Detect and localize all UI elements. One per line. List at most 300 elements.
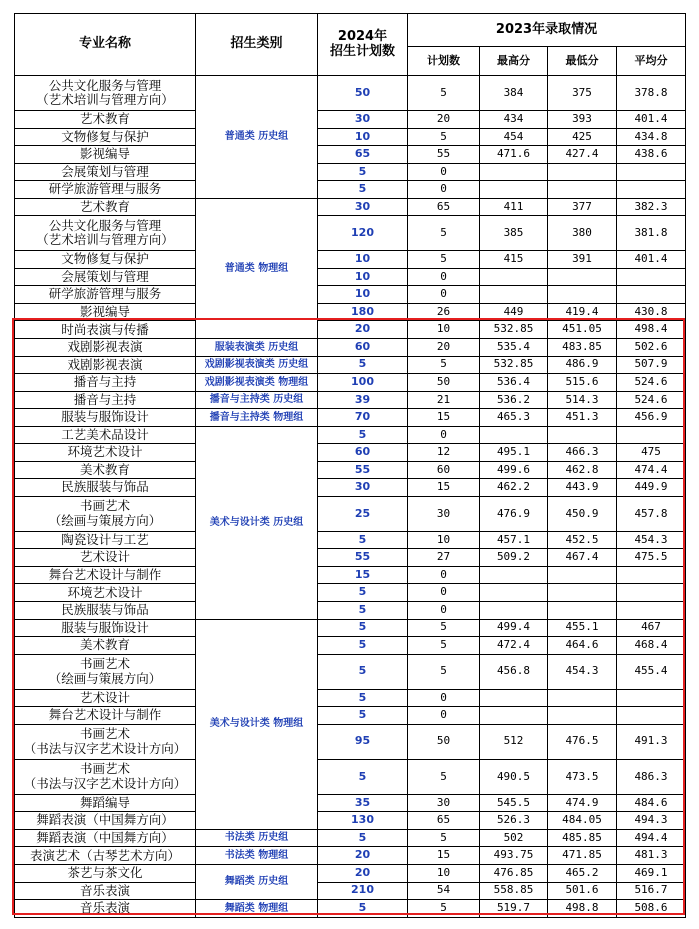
avg-score-cell: 469.1	[617, 865, 686, 883]
max-score-cell	[480, 181, 548, 199]
plan-count-cell: 0	[408, 707, 480, 725]
major-cell	[15, 601, 196, 619]
major-name-line: （书法与汉字艺术设计方向）	[23, 740, 187, 756]
min-score-cell: 419.4	[548, 303, 617, 321]
plan2024-cell: 5	[318, 829, 408, 847]
table-row	[15, 619, 686, 637]
max-score-cell	[480, 689, 548, 707]
table-row	[15, 479, 686, 497]
plan-count-cell: 26	[408, 303, 480, 321]
major-cell	[15, 374, 196, 392]
major-cell	[15, 584, 196, 602]
plan-count-cell: 5	[408, 654, 480, 689]
major-name-line: 会展策划与管理	[61, 268, 149, 284]
table-row	[15, 76, 686, 111]
plan2024-cell: 55	[318, 461, 408, 479]
min-score-cell	[548, 707, 617, 725]
category-cell: 戏剧影视表演类 历史组	[196, 356, 318, 374]
major-name-line: 艺术教育	[79, 111, 130, 127]
max-score-cell	[480, 268, 548, 286]
major-name-line: 文物修复与保护	[61, 251, 149, 267]
major-name-line: （艺术培训与管理方向）	[36, 92, 174, 108]
min-score-cell	[548, 689, 617, 707]
major-name-line: 艺术设计	[79, 549, 130, 565]
table-row	[15, 461, 686, 479]
major-cell	[15, 216, 196, 251]
major-cell	[15, 549, 196, 567]
plan2024-cell: 130	[318, 812, 408, 830]
min-score-cell: 451.3	[548, 409, 617, 427]
major-cell	[15, 128, 196, 146]
avg-score-cell: 378.8	[617, 76, 686, 111]
plan2024-cell: 5	[318, 601, 408, 619]
plan2024-cell: 5	[318, 689, 408, 707]
table-row	[15, 566, 686, 584]
major-cell	[15, 198, 196, 216]
major-name-line: 环境艺术设计	[67, 584, 143, 600]
major-name-line: 舞台艺术设计与制作	[48, 567, 162, 582]
major-name-line: （艺术培训与管理方向）	[36, 232, 174, 248]
plan2024-cell: 180	[318, 303, 408, 321]
major-name-line: 舞台艺术设计与制作	[48, 707, 162, 723]
min-score-cell: 466.3	[548, 444, 617, 462]
avg-score-cell	[617, 601, 686, 619]
plan-count-cell: 12	[408, 444, 480, 462]
table-body	[15, 76, 686, 918]
avg-score-cell	[617, 566, 686, 584]
plan2024-cell: 20	[318, 865, 408, 883]
plan2024-cell: 5	[318, 426, 408, 444]
max-score-cell: 512	[480, 724, 548, 759]
min-score-cell: 486.9	[548, 356, 617, 374]
major-name-line: 民族服装与饰品	[61, 602, 149, 618]
header-avg-score: 平均分	[617, 47, 686, 76]
max-score-cell: 434	[480, 111, 548, 129]
plan-count-cell: 5	[408, 829, 480, 847]
major-cell	[15, 759, 196, 794]
min-score-cell: 443.9	[548, 479, 617, 497]
table-row	[15, 251, 686, 269]
header-max-score: 最高分	[480, 47, 548, 76]
table-row	[15, 409, 686, 427]
plan2024-cell: 5	[318, 654, 408, 689]
plan2024-cell: 39	[318, 391, 408, 409]
min-score-cell: 391	[548, 251, 617, 269]
avg-score-cell: 484.6	[617, 794, 686, 812]
min-score-cell: 501.6	[548, 882, 617, 900]
avg-score-cell	[617, 268, 686, 286]
table-row	[15, 847, 686, 865]
category-cell: 书法类 历史组	[196, 829, 318, 847]
max-score-cell: 536.2	[480, 391, 548, 409]
max-score-cell: 490.5	[480, 759, 548, 794]
table-row	[15, 882, 686, 900]
plan-count-cell: 5	[408, 637, 480, 655]
category-cell: 普通类 物理组	[196, 198, 318, 338]
major-name-line: 时尚表演与传播	[61, 321, 149, 337]
plan2024-cell: 5	[318, 584, 408, 602]
max-score-cell	[480, 286, 548, 304]
min-score-cell: 483.85	[548, 339, 617, 357]
max-score-cell: 499.4	[480, 619, 548, 637]
max-score-cell: 462.2	[480, 479, 548, 497]
major-cell	[15, 829, 196, 847]
major-name-line: 影视编导	[79, 146, 130, 162]
major-cell	[15, 882, 196, 900]
major-name-line: 戏剧影视表演	[67, 356, 143, 372]
avg-score-cell: 455.4	[617, 654, 686, 689]
plan2024-cell: 5	[318, 637, 408, 655]
plan-count-cell: 27	[408, 549, 480, 567]
avg-score-cell	[617, 163, 686, 181]
table-row	[15, 601, 686, 619]
table-row	[15, 181, 686, 199]
max-score-cell: 476.9	[480, 496, 548, 531]
max-score-cell: 536.4	[480, 374, 548, 392]
plan-count-cell: 15	[408, 847, 480, 865]
max-score-cell: 456.8	[480, 654, 548, 689]
major-cell	[15, 286, 196, 304]
major-cell	[15, 461, 196, 479]
plan2024-cell: 20	[318, 321, 408, 339]
min-score-cell: 498.8	[548, 900, 617, 918]
major-name-line: （绘画与策展方向）	[48, 512, 162, 528]
category-cell: 播音与主持类 历史组	[196, 391, 318, 409]
major-cell	[15, 409, 196, 427]
major-name-line: 影视编导	[79, 304, 130, 320]
major-cell	[15, 163, 196, 181]
plan-count-cell: 10	[408, 321, 480, 339]
min-score-cell: 467.4	[548, 549, 617, 567]
table-row	[15, 444, 686, 462]
avg-score-cell	[617, 584, 686, 602]
major-name-line: 书画艺术	[79, 498, 130, 514]
major-name-line: 环境艺术设计	[67, 444, 143, 460]
max-score-cell: 385	[480, 216, 548, 251]
plan2024-cell: 60	[318, 339, 408, 357]
plan-count-cell: 50	[408, 724, 480, 759]
table-row	[15, 584, 686, 602]
plan2024-cell: 100	[318, 374, 408, 392]
major-cell	[15, 531, 196, 549]
min-score-cell: 375	[548, 76, 617, 111]
header-admit2023: 2023年录取情况	[408, 14, 686, 47]
major-cell	[15, 356, 196, 374]
table-row	[15, 759, 686, 794]
major-name-line: 艺术设计	[79, 689, 130, 705]
avg-score-cell: 494.3	[617, 812, 686, 830]
max-score-cell: 509.2	[480, 549, 548, 567]
min-score-cell: 451.05	[548, 321, 617, 339]
table-row	[15, 724, 686, 759]
major-cell	[15, 339, 196, 357]
plan-count-cell: 10	[408, 531, 480, 549]
max-score-cell: 495.1	[480, 444, 548, 462]
avg-score-cell: 516.7	[617, 882, 686, 900]
category-cell: 美术与设计类 历史组	[196, 426, 318, 619]
max-score-cell: 558.85	[480, 882, 548, 900]
major-name-line: 播音与主持	[73, 391, 137, 407]
plan2024-cell: 95	[318, 724, 408, 759]
plan-count-cell: 0	[408, 268, 480, 286]
plan-count-cell: 0	[408, 584, 480, 602]
plan2024-cell: 5	[318, 759, 408, 794]
max-score-cell: 532.85	[480, 356, 548, 374]
min-score-cell: 380	[548, 216, 617, 251]
table-row	[15, 707, 686, 725]
major-cell	[15, 181, 196, 199]
table-row	[15, 128, 686, 146]
table-row	[15, 216, 686, 251]
table-row	[15, 531, 686, 549]
major-name-line: 公共文化服务与管理	[48, 217, 162, 233]
plan2024-cell: 30	[318, 111, 408, 129]
min-score-cell: 484.05	[548, 812, 617, 830]
table-row	[15, 829, 686, 847]
major-name-line: 书画艺术	[79, 726, 130, 742]
avg-score-cell: 401.4	[617, 251, 686, 269]
major-name-line: 美术教育	[79, 461, 130, 477]
plan-count-cell: 20	[408, 111, 480, 129]
avg-score-cell: 467	[617, 619, 686, 637]
avg-score-cell: 475	[617, 444, 686, 462]
table-row	[15, 865, 686, 883]
plan-count-cell: 15	[408, 409, 480, 427]
header-category: 招生类别	[196, 14, 318, 76]
max-score-cell	[480, 426, 548, 444]
table-row	[15, 339, 686, 357]
major-name-line: 美术教育	[79, 637, 130, 653]
major-cell	[15, 496, 196, 531]
major-cell	[15, 146, 196, 164]
avg-score-cell: 486.3	[617, 759, 686, 794]
max-score-cell: 502	[480, 829, 548, 847]
table-row	[15, 812, 686, 830]
plan2024-cell: 5	[318, 181, 408, 199]
max-score-cell: 476.85	[480, 865, 548, 883]
table-row	[15, 426, 686, 444]
table-row	[15, 286, 686, 304]
header-major: 专业名称	[15, 14, 196, 76]
plan2024-cell: 5	[318, 619, 408, 637]
plan-count-cell: 0	[408, 163, 480, 181]
header-plan2024-label: 招生计划数	[329, 43, 395, 59]
major-name-line: 舞蹈编导	[79, 794, 130, 810]
max-score-cell	[480, 584, 548, 602]
major-cell	[15, 794, 196, 812]
major-cell	[15, 391, 196, 409]
major-cell	[15, 479, 196, 497]
plan-count-cell: 0	[408, 426, 480, 444]
min-score-cell: 455.1	[548, 619, 617, 637]
category-cell: 美术与设计类 物理组	[196, 619, 318, 829]
avg-score-cell	[617, 707, 686, 725]
max-score-cell: 471.6	[480, 146, 548, 164]
min-score-cell	[548, 163, 617, 181]
avg-score-cell: 508.6	[617, 900, 686, 918]
major-name-line: 民族服装与饰品	[61, 479, 149, 495]
plan2024-cell: 30	[318, 198, 408, 216]
plan2024-cell: 35	[318, 794, 408, 812]
plan2024-cell: 15	[318, 566, 408, 584]
category-cell: 普通类 历史组	[196, 76, 318, 199]
min-score-cell: 452.5	[548, 531, 617, 549]
min-score-cell	[548, 566, 617, 584]
max-score-cell: 384	[480, 76, 548, 111]
major-name-line: 舞蹈表演（中国舞方向）	[36, 830, 174, 846]
plan-count-cell: 20	[408, 339, 480, 357]
plan2024-cell: 5	[318, 900, 408, 918]
major-name-line: （书法与汉字艺术设计方向）	[23, 775, 187, 791]
plan2024-cell: 30	[318, 479, 408, 497]
plan2024-cell: 5	[318, 163, 408, 181]
major-name-line: 书画艺术	[79, 761, 130, 777]
avg-score-cell: 434.8	[617, 128, 686, 146]
header-plan2024	[318, 14, 408, 76]
major-cell	[15, 707, 196, 725]
major-cell	[15, 724, 196, 759]
plan2024-cell: 65	[318, 146, 408, 164]
plan2024-cell: 25	[318, 496, 408, 531]
avg-score-cell: 401.4	[617, 111, 686, 129]
major-cell	[15, 444, 196, 462]
plan-count-cell: 5	[408, 356, 480, 374]
major-name-line: 舞蹈表演（中国舞方向）	[36, 812, 174, 828]
min-score-cell: 476.5	[548, 724, 617, 759]
avg-score-cell: 382.3	[617, 198, 686, 216]
plan-count-cell: 65	[408, 198, 480, 216]
avg-score-cell: 468.4	[617, 637, 686, 655]
major-name-line: 音乐表演	[79, 900, 130, 916]
avg-score-cell	[617, 181, 686, 199]
max-score-cell	[480, 163, 548, 181]
category-cell: 戏剧影视表演类 物理组	[196, 374, 318, 392]
category-cell: 舞蹈类 物理组	[196, 900, 318, 918]
major-cell	[15, 321, 196, 339]
avg-score-cell: 474.4	[617, 461, 686, 479]
major-cell	[15, 812, 196, 830]
plan-count-cell: 65	[408, 812, 480, 830]
min-score-cell	[548, 268, 617, 286]
major-name-line: 会展策划与管理	[61, 163, 149, 179]
min-score-cell	[548, 181, 617, 199]
min-score-cell	[548, 286, 617, 304]
category-cell: 播音与主持类 物理组	[196, 409, 318, 427]
major-name-line: 书画艺术	[79, 656, 130, 672]
max-score-cell	[480, 601, 548, 619]
major-cell	[15, 303, 196, 321]
min-score-cell	[548, 426, 617, 444]
min-score-cell: 427.4	[548, 146, 617, 164]
plan-count-cell: 5	[408, 759, 480, 794]
min-score-cell: 474.9	[548, 794, 617, 812]
avg-score-cell: 498.4	[617, 321, 686, 339]
plan-count-cell: 21	[408, 391, 480, 409]
plan-count-cell: 0	[408, 181, 480, 199]
table-row	[15, 794, 686, 812]
avg-score-cell: 454.3	[617, 531, 686, 549]
avg-score-cell: 475.5	[617, 549, 686, 567]
plan2024-cell: 5	[318, 356, 408, 374]
major-cell	[15, 111, 196, 129]
plan2024-cell: 10	[318, 251, 408, 269]
table-row	[15, 637, 686, 655]
plan-count-cell: 0	[408, 566, 480, 584]
max-score-cell: 526.3	[480, 812, 548, 830]
major-cell	[15, 268, 196, 286]
category-cell: 舞蹈类 历史组	[196, 865, 318, 900]
table-row	[15, 111, 686, 129]
plan2024-cell: 70	[318, 409, 408, 427]
major-name-line: 艺术教育	[79, 198, 130, 214]
major-cell	[15, 426, 196, 444]
major-name-line: 文物修复与保护	[61, 128, 149, 144]
plan-count-cell: 5	[408, 251, 480, 269]
major-cell	[15, 251, 196, 269]
category-cell: 书法类 物理组	[196, 847, 318, 865]
table-row	[15, 689, 686, 707]
min-score-cell: 454.3	[548, 654, 617, 689]
plan2024-cell: 10	[318, 128, 408, 146]
max-score-cell: 449	[480, 303, 548, 321]
major-name-line: 研学旅游管理与服务	[48, 181, 162, 197]
min-score-cell: 473.5	[548, 759, 617, 794]
table-row	[15, 163, 686, 181]
major-cell	[15, 76, 196, 111]
avg-score-cell: 381.8	[617, 216, 686, 251]
plan-count-cell: 0	[408, 286, 480, 304]
min-score-cell: 485.85	[548, 829, 617, 847]
min-score-cell: 514.3	[548, 391, 617, 409]
table-row	[15, 391, 686, 409]
avg-score-cell: 481.3	[617, 847, 686, 865]
min-score-cell: 465.2	[548, 865, 617, 883]
major-name-line: 戏剧影视表演	[67, 339, 143, 355]
plan-count-cell: 0	[408, 601, 480, 619]
header-plan2024-year: 2024年	[337, 28, 388, 44]
avg-score-cell: 456.9	[617, 409, 686, 427]
admission-table	[14, 13, 686, 918]
major-cell	[15, 637, 196, 655]
min-score-cell: 377	[548, 198, 617, 216]
max-score-cell: 532.85	[480, 321, 548, 339]
header-min-score: 最低分	[548, 47, 617, 76]
min-score-cell	[548, 601, 617, 619]
avg-score-cell	[617, 689, 686, 707]
plan2024-cell: 10	[318, 268, 408, 286]
table-row	[15, 496, 686, 531]
table-row	[15, 321, 686, 339]
plan-count-cell: 10	[408, 865, 480, 883]
min-score-cell: 515.6	[548, 374, 617, 392]
major-name-line: 表演艺术（古琴艺术方向）	[29, 847, 180, 863]
max-score-cell: 519.7	[480, 900, 548, 918]
max-score-cell: 465.3	[480, 409, 548, 427]
major-cell	[15, 865, 196, 883]
avg-score-cell: 449.9	[617, 479, 686, 497]
major-name-line: （绘画与策展方向）	[48, 670, 162, 686]
plan-count-cell: 5	[408, 128, 480, 146]
plan-count-cell: 55	[408, 146, 480, 164]
plan2024-cell: 210	[318, 882, 408, 900]
max-score-cell: 493.75	[480, 847, 548, 865]
plan-count-cell: 60	[408, 461, 480, 479]
avg-score-cell: 524.6	[617, 391, 686, 409]
avg-score-cell: 494.4	[617, 829, 686, 847]
plan-count-cell: 50	[408, 374, 480, 392]
plan-count-cell: 5	[408, 619, 480, 637]
plan2024-cell: 55	[318, 549, 408, 567]
